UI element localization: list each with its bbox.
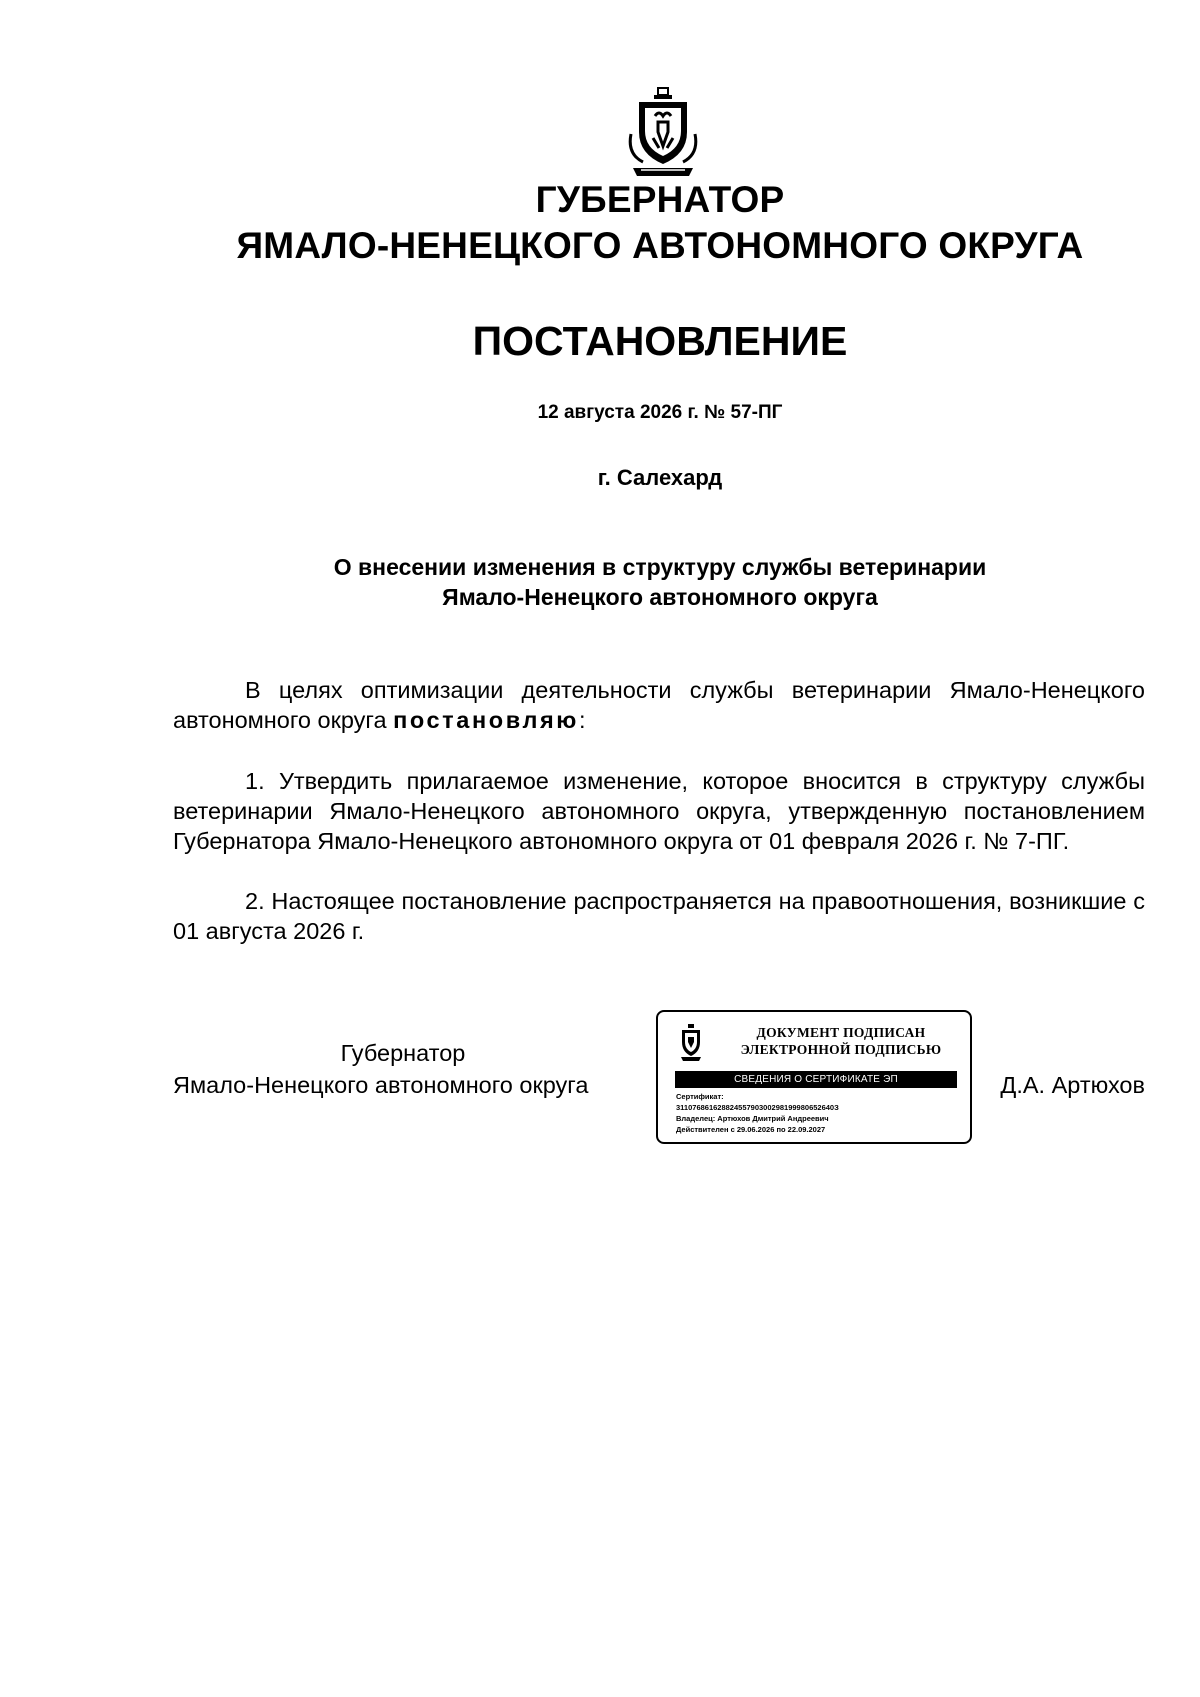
stamp-title-line2: ЭЛЕКТРОННОЙ ПОДПИСЬЮ — [740, 1042, 942, 1057]
item-1-paragraph: 1. Утвердить прилагаемое изменение, которое вносится в структуру службы ветеринарии Ямало-Ненецкого автономного округа, утвержденную постановлением Губернатора Ямало-Ненецкого автономного округа от 01 февраля 2026 г. № 7-ПГ. — [173, 768, 1145, 854]
stamp-certificate-number: 31107686162882455790300298199980652640З — [676, 1103, 839, 1112]
stamp-validity: Действителен с 29.06.2026 по 22.09.2027 — [676, 1125, 826, 1134]
stamp-certificate-bar: СВЕДЕНИЯ О СЕРТИФИКАТЕ ЭП — [675, 1071, 957, 1088]
signer-name: Д.А. Артюхов — [1000, 1072, 1145, 1098]
document-type-heading: ПОСТАНОВЛЕНИЕ — [472, 318, 848, 364]
issuer-title-line1: ГУБЕРНАТОР — [535, 179, 785, 220]
signer-title-line2: Ямало-Ненецкого автономного округа — [173, 1072, 589, 1098]
stamp-emblem-icon — [678, 1023, 704, 1063]
intro-text: В целях оптимизации деятельности службы ветеринарии Ямало-Ненецкого автономного округа — [173, 677, 1145, 733]
subject-line1: О внесении изменения в структуру службы ветеринарии — [333, 554, 987, 580]
signer-title-line1: Губернатор — [340, 1040, 466, 1066]
intro-keyword: постановляю — [393, 707, 579, 733]
electronic-signature-stamp — [656, 1010, 972, 1144]
intro-end: : — [578, 707, 586, 733]
coat-of-arms-emblem-icon — [625, 86, 701, 178]
stamp-certificate-label: Сертификат: — [676, 1092, 724, 1101]
stamp-title-line1: ДОКУМЕНТ ПОДПИСАН — [756, 1025, 926, 1040]
intro-paragraph — [173, 675, 1145, 735]
document-date-number: 12 августа 2026 г. № 57-ПГ — [537, 402, 783, 423]
item-2-paragraph: 2. Настоящее постановление распространяется на правоотношения, возникшие с 01 августа 2026 г. — [173, 888, 1145, 944]
stamp-owner: Владелец: Артюхов Дмитрий Андреевич — [676, 1114, 829, 1123]
document-place: г. Салехард — [597, 465, 723, 490]
subject-line2: Ямало-Ненецкого автономного округа — [442, 584, 878, 610]
issuer-title-line2: ЯМАЛО-НЕНЕЦКОГО АВТОНОМНОГО ОКРУГА — [236, 225, 1084, 266]
